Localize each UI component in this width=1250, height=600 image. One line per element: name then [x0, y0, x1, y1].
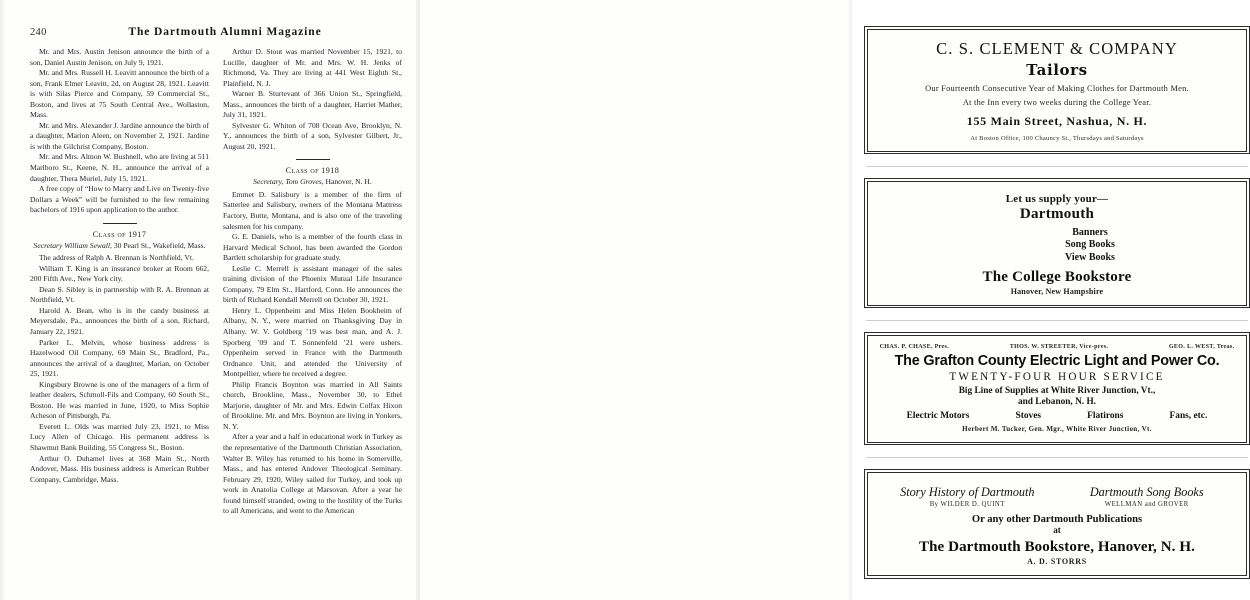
ad-clement-address: 155 Main Street, Nashua, N. H. — [966, 113, 1148, 128]
ad-separator — [866, 320, 1248, 321]
paragraph: A free copy of “How to Marry and Live on Twenty-five Dollars a Week” will be furnished to the few remaining bachelors of 1916 upon application to the author. — [30, 184, 209, 215]
ad-bookstore-item: View Books — [1065, 251, 1115, 263]
ad-grafton-officer: THOS. W. STREETER, Vice-pres. — [1009, 343, 1109, 350]
paragraph: The address of Ralph A. Brennan is Northfield, Vt. — [39, 253, 194, 263]
secretary-address: , 30 Pearl St., Wakefield, Mass. — [110, 240, 206, 250]
paragraph: Mr. and Mrs. Alexander J. Jardine announce the birth of a daughter, Marion Aleen, on November 2, 1921. Jardine is with the Gilchrist Company, Boston. — [30, 120, 209, 151]
paragraph: Everett L. Olds was married July 23, 1921, to Miss Lucy Allen of Chicago. His permanent address is Shawmut Bank Building, 55 Congress St., Boston. — [30, 421, 209, 452]
ad-clement-company-name: C. S. CLEMENT & COMPANY — [936, 38, 1178, 58]
ad-dartmouth-any-publications: Or any other Dartmouth Publications — [971, 513, 1143, 525]
ad-college-bookstore[interactable] — [864, 178, 1250, 308]
ad-grafton-electric[interactable] — [864, 332, 1250, 445]
paragraph: Leslie C. Merrell is assistant manager of the sales training division of the Phoenix Mutual Life Insurance Company, 79 Elm St., Hartford, Conn. He announces the birth of Richard Kendall Merrell on October 30, 1921. — [223, 263, 402, 305]
ad-book-title: Story History of Dartmouth — [900, 484, 1035, 499]
paragraph: After a year and a half in educational work in Turkey as the representative of the Dartmouth Christian Association, Walter B. Wiley has returned to his home in Somerville, Mass., and has entered Andover Theological Seminary. February 29, 1920, Wiley sailed for Turkey, and took up work in Anatolia College at Marsovan. After a year he found himself stranded, owing to the hostility of the Turks to all Americans, and went to the American — [223, 432, 402, 516]
section-divider-rule — [103, 223, 137, 224]
paragraph: Sylvester G. Whiton of 708 Ocean Ave, Brooklyn, N. Y., announces the birth of a son, Sylvester Gilbert, Jr., August 20, 1921. — [223, 120, 402, 151]
ad-grafton-officer: CHAS. P. CHASE, Pres. — [879, 343, 950, 350]
paragraph: Mr. and Mrs. Almon W. Bushnell, who are living at 511 Marlboro St., Keene, N. H., announce the arrival of a daughter, Thera Muriel, July 15, 1921. — [30, 152, 209, 183]
paragraph: Philip Francis Boynton was married in All Saints church, Brookline, Mass., November 30, to Ethel Marjorie, daughter of Mr. and Mrs. Edwin Colfax Hixon of Brookline. Mr. and Mrs. Boynton are living in Yonkers, N. Y. — [223, 379, 402, 431]
ad-clement-tailors[interactable] — [864, 26, 1250, 154]
ad-book-author: WELLMAN and GROVER — [1104, 500, 1189, 508]
ad-dartmouth-bookstore[interactable] — [864, 469, 1250, 578]
ad-clement-tagline-1: Our Fourteenth Consecutive Year of Making Clothes for Dartmouth Men. — [925, 83, 1189, 93]
running-head — [30, 27, 398, 43]
ad-grafton-product: Electric Motors — [906, 410, 970, 421]
ad-grafton-supply-line-2: and Lebanon, N. H. — [1017, 396, 1097, 407]
ad-grafton-company-name: The Grafton County Electric Light and Power Co. — [894, 352, 1220, 369]
section-divider-rule — [296, 159, 330, 160]
left-paper-edge — [0, 0, 5, 600]
ad-bookstore-item: Song Books — [1065, 239, 1115, 251]
paragraph: Kingsbury Browne is one of the managers of a firm of leather dealers, Schmoll-Fils and Company, 60 South St., Boston. He was married in June, 1920, to Miss Sophie Acheson of Pittsburgh, Pa. — [30, 379, 209, 421]
ad-grafton-officer: GEO. L. WEST, Treas. — [1168, 343, 1235, 350]
ad-book-author: By WILDER D. QUINT — [929, 500, 1005, 508]
ad-bookstore-location: Hanover, New Hampshire — [1010, 286, 1104, 296]
ad-clement-trade: Tailors — [1026, 60, 1088, 79]
ad-dartmouth-book-one — [881, 485, 1053, 508]
paragraph: Warner B. Sturtevant of 366 Union St., Springfield, Mass., announces the birth of a daughter, Harriet Mather, July 31, 1921. — [223, 89, 402, 120]
ad-bookstore-item-list — [878, 227, 1237, 265]
right-paper-edge — [848, 0, 852, 600]
ad-clement-tagline-2: At the Inn every two weeks during the College Year. — [962, 97, 1152, 107]
ad-grafton-product: Stoves — [1015, 410, 1042, 421]
secretary-line — [223, 177, 402, 187]
paragraph: G. E. Daniels, who is a member of the fourth class in Harvard Medical School, has been awarded the Gordon Bartlett scholarship for graduate study. — [223, 232, 402, 263]
paragraph: Arthur D. Stout was married November 15, 1921, to Lucille, daughter of Mr. and Mrs. W. H. Jenks of Richmond, Va. They are living at 441 West Eighth St., Plainfield, N. J. — [223, 47, 402, 88]
paragraph: Mr. and Mrs. Austin Jenison announce the birth of a son, Daniel Austin Jenison, on July 9, 1921. — [30, 47, 209, 67]
ad-dartmouth-proprietor: A. D. STORRS — [1027, 556, 1087, 566]
secretary-address: , Hanover, N. H. — [321, 177, 372, 187]
ad-clement-boston-office: At Boston Office, 100 Chauncy St., Thursdays and Saturdays — [970, 134, 1144, 142]
ad-grafton-service: TWENTY-FOUR HOUR SERVICE — [949, 370, 1165, 383]
paragraph: Mr. and Mrs. Russell H. Leavitt announce the birth of a son, Frank Elmer Leavitt, 2d, on August 28, 1921. Leavitt is with Silas Pierce and Company, 59 Commercial St., Boston, and lives at 75 South Central Ave., Wollaston, Mass. — [30, 68, 209, 120]
ad-grafton-products — [884, 411, 1231, 421]
magazine-title: The Dartmouth Alumni Magazine — [128, 26, 322, 38]
ad-grafton-supply-line-1: Big Line of Supplies at White River Junction, Vt., — [958, 385, 1156, 396]
ad-bookstore-item: Banners — [1072, 226, 1108, 238]
ad-clement-inner — [867, 29, 1248, 152]
ad-separator — [866, 457, 1248, 458]
ad-bookstore-lead: Let us supply your— — [1005, 192, 1109, 205]
page-folio: 240 — [30, 27, 47, 38]
ad-grafton-inner — [867, 335, 1248, 443]
paragraph: Dean S. Sibley is in partnership with R. A. Brennan at Northfield, Vt. — [30, 284, 209, 305]
paragraph: Emmet D. Salisbury is a member of the firm of Satterlee and Salisbury, owners of the Montana Mattress Factory, Butte, Montana, and is also one of the traveling salesmen for his company. — [223, 189, 402, 231]
advertisement-column — [864, 26, 1250, 591]
ad-dartmouth-book-two — [1061, 485, 1233, 508]
text-columns — [30, 47, 402, 517]
ad-grafton-product: Flatirons — [1087, 410, 1124, 421]
ad-dartmouth-store-name: The Dartmouth Bookstore, Hanover, N. H. — [919, 538, 1195, 555]
secretary-name: Secretary, Tom Groves — [253, 177, 322, 187]
left-page — [0, 0, 420, 600]
class-heading: Class of 1917 — [92, 229, 147, 239]
ad-book-title: Dartmouth Song Books — [1089, 484, 1204, 499]
paragraph: William T. King is an insurance broker at Room 662, 200 Fifth Ave., New York city. — [30, 263, 209, 284]
ad-grafton-product: Fans, etc. — [1169, 410, 1208, 421]
ad-separator — [866, 166, 1248, 167]
ad-college-bookstore-inner — [867, 181, 1248, 306]
ad-dartmouth-book-columns — [878, 485, 1237, 508]
paragraph: Harold A. Bean, who is in the candy business at Meyersdale, Pa., announces the birth of a son, Richard, January 22, 1921. — [30, 305, 209, 336]
paragraph: Arthur O. Duhamel lives at 368 Main St., North Andover, Mass. His business address is American Rubber Company, Cambridge, Mass. — [30, 453, 209, 484]
column-one — [30, 47, 209, 517]
paragraph: Henry L. Oppenheim and Miss Helen Bookheim of Albany, N. Y., were married on Thanksgiving Day in Albany. W. V. Goldberg ’19 was best man, and A. J. Sporberg ’09 and T. Sonnenfeld ’21 were ushers. Oppenheim served in France with the Dartmouth Ordnance Unit, and attended the University of Montpellier, where he received a degree. — [223, 305, 402, 379]
ad-dartmouth-bookstore-inner — [867, 472, 1248, 576]
class-heading: Class of 1918 — [285, 166, 340, 176]
right-page — [420, 0, 1235, 600]
paragraph: Parker L. Melvin, whose business address is Hazelwood Oil Company, 69 Main St., Bradford, Pa., announces the arrival of a daughter, Marian, on October 25, 1921. — [30, 337, 209, 379]
ad-grafton-officers — [880, 344, 1235, 350]
column-two — [223, 47, 402, 517]
ad-grafton-manager: Herbert M. Tucker, Gen. Mgr., White River Junction, Vt. — [962, 424, 1152, 433]
secretary-name: Secretary William Sewall — [33, 240, 111, 250]
ad-bookstore-store-name: The College Bookstore — [982, 268, 1132, 285]
ad-bookstore-brand: Dartmouth — [1019, 205, 1095, 222]
secretary-line — [30, 241, 209, 251]
ad-dartmouth-at: at — [1053, 524, 1061, 535]
